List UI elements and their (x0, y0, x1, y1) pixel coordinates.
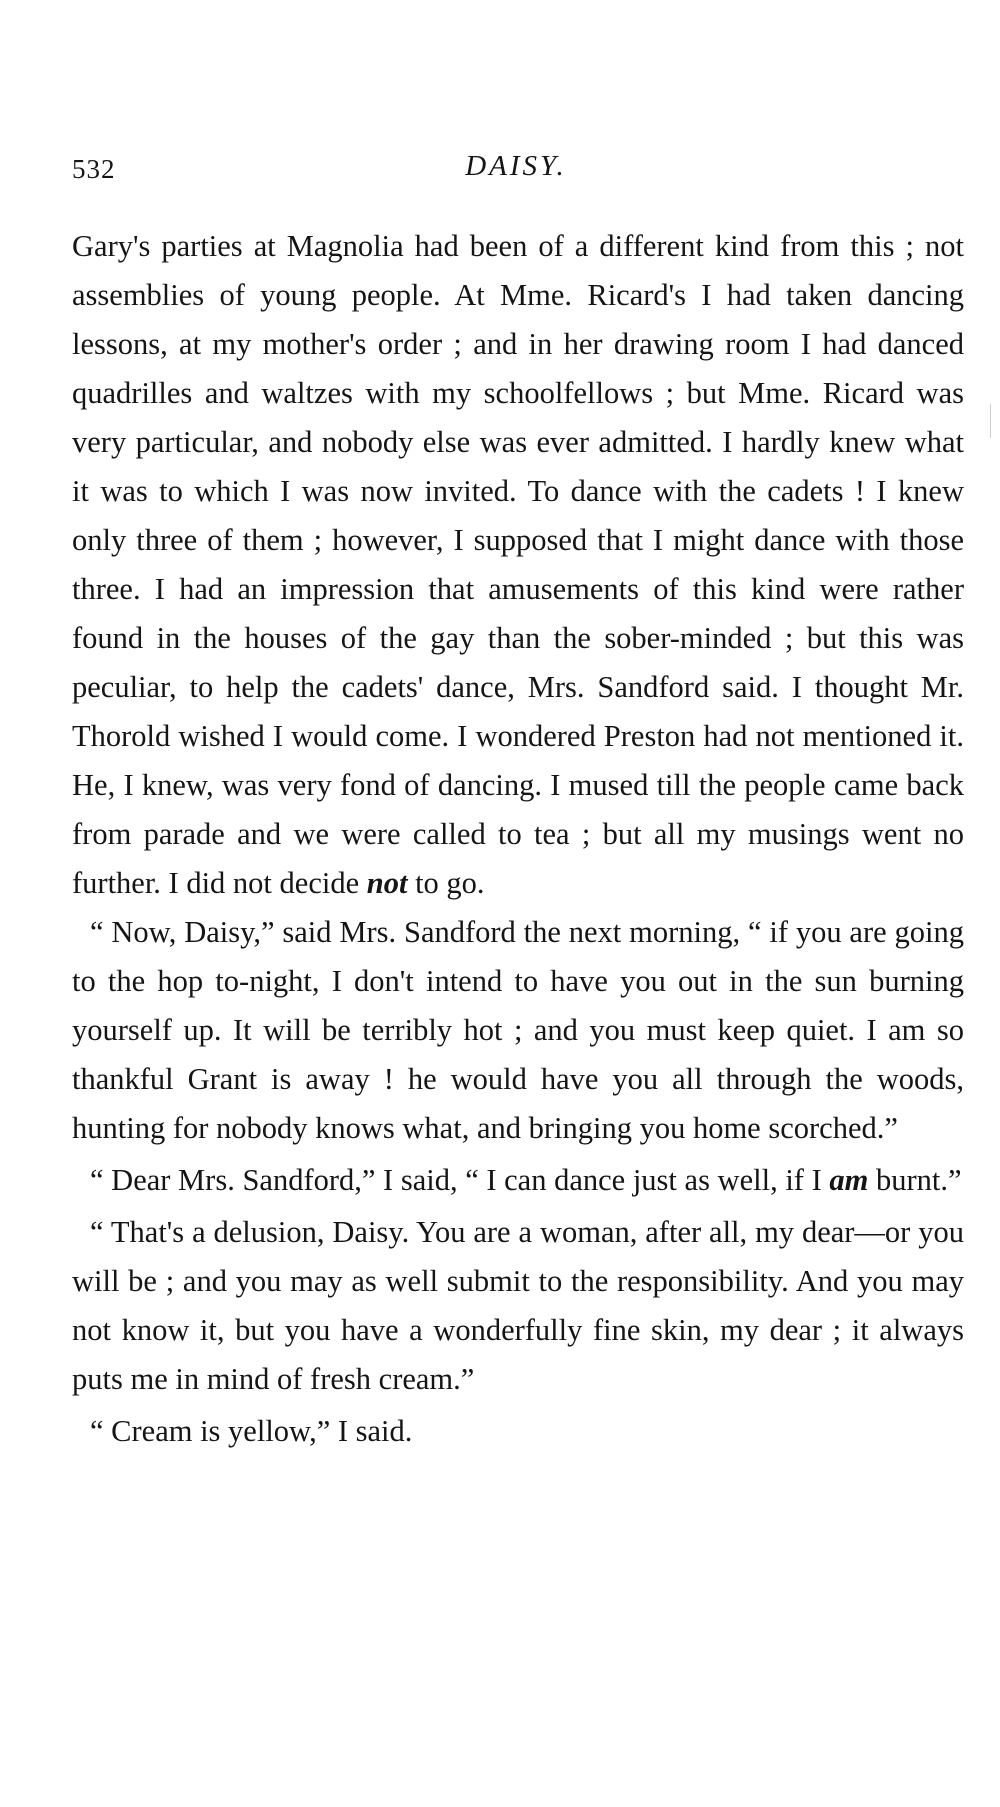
paragraph-1-tail: to go. (407, 866, 485, 900)
paragraph-2-text: “ Now, Daisy,” said Mrs. Sandford the next morning, “ if you are going to the hop to-night, I don't intend to have you out in the sun burning yourself up. It will be terribly hot ; and you must keep quiet. I am so thankful Grant is away ! he would have you all through the woods, hunting for nobody knows what, and bringing you home scorched.” (72, 915, 964, 1145)
paragraph-4 (72, 1208, 964, 1404)
paragraph-2 (72, 908, 964, 1153)
paragraph-3-text: “ Dear Mrs. Sandford,” I said, “ I can dance just as well, if I (90, 1163, 822, 1197)
paragraph-1-emphasis: not (366, 866, 408, 900)
paragraph-1 (72, 222, 964, 908)
paragraph-3-emphasis: am (829, 1163, 869, 1197)
paragraph-1-text: Gary's parties at Magnolia had been of a different kind from this ; not assemblies of young people. At Mme. Ricard's I had taken dancing lessons, at my mother's order ; and in her drawing room I had danced quadrilles and waltzes with my schoolfellows ; but Mme. Ricard was very particular, and nobody else was ever admitted. I hardly knew what it was to which I was now invited. To dance with the cadets ! I knew only three of them ; however, I supposed that I might dance with those three. I had an impression that amusements of this kind were rather found in the houses of the gay than the sober-minded ; but this was peculiar, to help the cadets' dance, Mrs. Sandford said. I thought Mr. Thorold wished I would come. I wondered Preston had not mentioned it. He, I knew, was very fond of dancing. I mused till the people came back from parade and we were called to tea ; but all my musings went no further. I did not decide (72, 229, 964, 900)
paragraph-3-tail: burnt.” (868, 1163, 962, 1197)
page-header (72, 148, 960, 192)
paragraph-3 (72, 1156, 964, 1205)
paragraph-5 (72, 1407, 964, 1456)
running-title: DAISY. (465, 150, 567, 182)
page-body (72, 222, 964, 1456)
page-number: 532 (72, 154, 116, 184)
paragraph-5-text: “ Cream is yellow,” I said. (90, 1414, 413, 1448)
paragraph-4-text: “ That's a delusion, Daisy. You are a woman, after all, my dear—or you will be ; and you may as well submit to the responsibility. And you may not know it, but you have a wonderfully fine skin, my dear ; it always puts me in mind of fresh cream.” (72, 1215, 964, 1396)
margin-mark (990, 404, 991, 438)
